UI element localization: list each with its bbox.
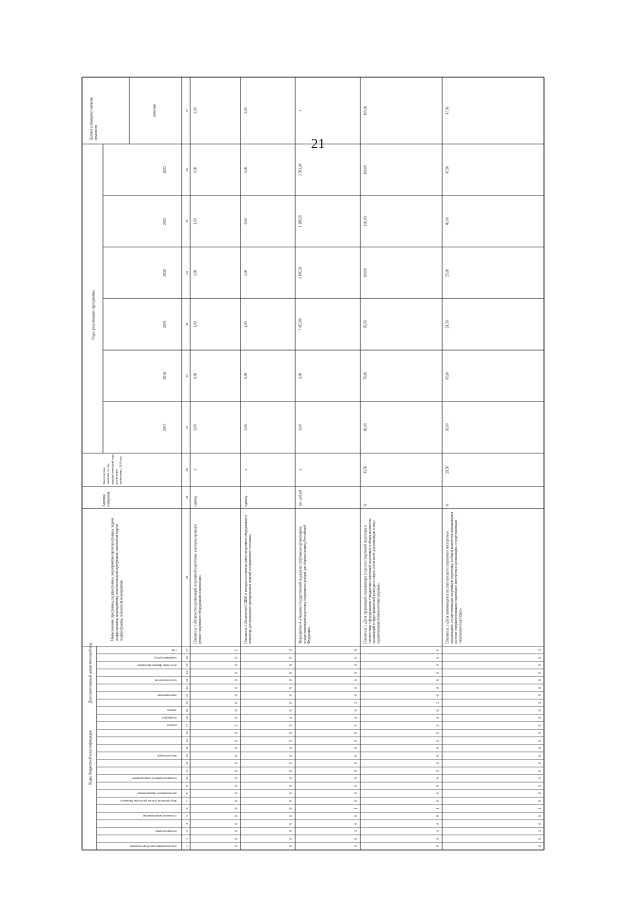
code-header: раздел [166, 723, 177, 728]
code-digit: 0 [353, 815, 359, 817]
code-header: задача [167, 708, 177, 713]
code-digit: 0 [353, 747, 359, 750]
code-digit: 0 [435, 769, 441, 772]
row-year-value: 95,00 [363, 320, 368, 329]
code-digit: 1 [234, 649, 239, 651]
code-digit: 0 [353, 762, 359, 765]
code-digit: 0 [353, 664, 359, 667]
row-year-value: 1,00 [193, 321, 198, 328]
code-digit: 0 [234, 702, 239, 704]
code-header: Код целевой статьи расходов бюджета [120, 799, 177, 803]
code-digit: 0 [288, 709, 294, 712]
code-digit: 0 [435, 800, 441, 802]
column-number: 5 [184, 815, 190, 817]
code-header: мероприятие [157, 693, 177, 698]
code-digit: 0 [234, 739, 239, 742]
code-digit: 0 [353, 686, 359, 689]
code-digit: 4 [435, 717, 441, 719]
code-digit: 0 [288, 777, 294, 780]
code-digit: 0 [353, 709, 359, 712]
code-digit: 0 [353, 739, 359, 742]
header-unit: Единица [101, 494, 107, 507]
row-name: на этапе совершенствования спортивного мастерства в организациях, осуществляющих [453, 519, 459, 644]
row-name: соответствии с федеральными стандартами спортивной подготовки, в общем количестве [367, 518, 372, 644]
column-number: 3 [184, 830, 190, 832]
column-number: 31 [184, 425, 190, 429]
code-digit: 0 [435, 732, 441, 734]
row-name: Показатель 1 «Количество организаций спортивной подготовки, в которых проведен [193, 524, 198, 644]
row-base: 29,50 [445, 465, 450, 474]
table-group [82, 77, 544, 850]
column-number: 17 [184, 723, 190, 728]
code-digit: 0 [353, 694, 359, 697]
code-digit: 0 [537, 815, 542, 817]
column-number: 4 [184, 822, 190, 825]
column-number: 33 [184, 322, 190, 326]
code-digit: 0 [288, 754, 294, 757]
code-digit: 0 [234, 754, 239, 757]
code-digit: 0 [353, 732, 359, 734]
row-year-value: 0,00 [243, 218, 248, 225]
code-digit: 0 [435, 747, 441, 750]
code-digit: 3 [353, 724, 359, 727]
row-name: Показатель 2 «Доля занимающихся на этапе высшего спортивного мастерства в [445, 531, 450, 644]
column-number: 15 [184, 739, 190, 743]
year-header: 2017 [161, 423, 168, 432]
column-number: 22 [184, 686, 190, 690]
column-number: 36 [184, 168, 190, 172]
row-name: инвентарь для проведения тренировочных занятий в нормативное состояние» [248, 533, 253, 644]
row-year-value: 1,00 [193, 218, 198, 225]
row-target: 100,00 [363, 105, 368, 116]
row-base: х [243, 468, 248, 471]
row-year-value: 0,00 [193, 424, 198, 431]
code-digit: 0 [234, 792, 239, 795]
code-digit: 0 [537, 709, 542, 712]
row-year-value: 0,00 [298, 372, 303, 379]
code-digit: 0 [435, 694, 441, 697]
code-digit: 1 [353, 807, 359, 810]
code-digit: 0 [537, 800, 542, 802]
row-target: 2,00 [243, 107, 248, 114]
row-year-value: 100,00 [363, 267, 368, 278]
row-target: х [298, 109, 303, 112]
header-name: подпрограммы, мероприятия), показателя цели программы, показателя задачи [114, 524, 120, 641]
code-digit: 0 [537, 785, 542, 787]
column-number: 12 [184, 761, 190, 765]
row-year-value: 0,00 [298, 424, 303, 431]
code-digit: 0 [234, 664, 239, 667]
row-year-value: 100,00 [363, 216, 368, 227]
row-year-value: 0,00 [243, 372, 248, 379]
code-digit: 0 [288, 664, 294, 667]
code-digit: 0 [234, 785, 239, 787]
code-digit: 0 [435, 792, 441, 795]
row-year-value: 0,00 [193, 166, 198, 173]
code-digit: 0 [234, 686, 239, 689]
row-unit: тыс. рублей [298, 489, 303, 507]
code-digit: 0 [288, 815, 294, 817]
row-year-value: 25,00 [445, 268, 450, 277]
code-digit: 0 [288, 679, 294, 682]
column-number: 16 [184, 731, 190, 735]
code-digit: 0 [288, 762, 294, 765]
code-header: подпрограммное направление [132, 776, 177, 781]
year-header: 2018 [161, 372, 168, 380]
header-base: Фактическое [101, 467, 107, 485]
code-digit: 0 [537, 845, 542, 848]
code-digit: 4 [353, 717, 359, 719]
code-digit: 0 [288, 686, 294, 689]
code-digit: 0 [435, 709, 441, 712]
column-number: 8 [184, 792, 190, 795]
header-base: реализации [114, 469, 119, 485]
row-year-value: 7 415,80 [298, 318, 303, 331]
code-digit: 0 [353, 800, 359, 802]
column-number: 28 [184, 575, 190, 579]
code-digit: 3 [435, 724, 441, 727]
code-digit: 0 [234, 822, 239, 825]
column-number: 19 [184, 708, 190, 712]
row-name: организаций в сфере физической культуры и спорта, в том числе для инвалидов и лиц с [372, 520, 377, 644]
row-year-value: 46,00 [445, 217, 450, 226]
code-digit: 0 [435, 671, 441, 674]
row-year-value: 0,00 [243, 424, 248, 431]
row-unit: % [363, 503, 368, 507]
row-year-value: 76,60 [363, 371, 368, 380]
row-name: Показатель 2 «Количество СШОР, в которых поставлено новое спортивное оборудование и [243, 514, 248, 644]
code-digit: 1 [537, 807, 542, 810]
column-number: 26 [184, 656, 190, 660]
row-base: х [193, 468, 198, 471]
code-digit: 0 [353, 792, 359, 795]
code-digit: 0 [353, 679, 359, 682]
row-year-value: 1 186,50 [298, 215, 303, 228]
code-digit: 0 [234, 807, 239, 810]
code-digit: 2 [288, 649, 294, 651]
code-digit: 3 [353, 830, 359, 833]
code-digit: 0 [537, 679, 542, 682]
code-digit: 1 [435, 807, 441, 810]
row-name: ремонт спортивного оборудования и инвентаря» [197, 575, 202, 644]
column-number: 37 [184, 109, 190, 113]
code-digit: 0 [537, 777, 542, 780]
column-number: 10 [184, 776, 190, 780]
code-digit: 0 [288, 694, 294, 697]
row-year-value: 0,00 [243, 166, 248, 173]
code-digit: 0 [435, 656, 441, 659]
row-year-value: 0,00 [193, 372, 198, 379]
column-number: 23 [184, 678, 190, 682]
header-target-value: значение [152, 103, 157, 118]
code-digit: 0 [435, 679, 441, 682]
code-digit: 0 [234, 732, 239, 734]
code-digit: 0 [288, 732, 294, 734]
column-number: 1 [184, 845, 190, 848]
code-digit: 0 [537, 686, 542, 689]
code-digit: 0 [435, 777, 441, 780]
code-header: подпрограмма [155, 829, 177, 834]
column-number: 18 [184, 716, 190, 720]
row-base: 43,50 [363, 465, 368, 474]
header-name: подпрограммы, показателя мероприятия [119, 580, 124, 641]
header-base: программы, 2016 год [118, 456, 123, 485]
code-digit: 0 [353, 845, 359, 848]
row-year-value: 100,00 [363, 164, 368, 175]
code-digit: 0 [288, 830, 294, 833]
code-header: администратор [154, 655, 177, 660]
code-digit: 3 [537, 724, 542, 727]
code-digit: 0 [353, 785, 359, 787]
code-digit: 0 [353, 777, 359, 780]
code-digit: 0 [353, 822, 359, 825]
code-digit: 0 [537, 664, 542, 667]
code-digit: 0 [234, 777, 239, 780]
code-digit: 0 [537, 747, 542, 750]
code-digit: 0 [537, 837, 542, 840]
column-number: 25 [184, 663, 190, 667]
code-digit: 0 [435, 739, 441, 742]
code-digit: 0 [288, 807, 294, 810]
row-unit: единиц [193, 496, 198, 507]
code-digit: 0 [537, 694, 542, 697]
code-digit: 0 [537, 671, 542, 674]
header-target: показателя [93, 125, 98, 141]
code-digit: 0 [537, 739, 542, 742]
code-digit: 0 [234, 800, 239, 802]
code-digit: 0 [435, 785, 441, 787]
code-digit: 2 [435, 702, 441, 704]
column-number: 7 [184, 800, 190, 802]
row-year-value: 1,00 [243, 321, 248, 328]
code-digit: 0 [537, 732, 542, 734]
row-year-value: 30,00 [445, 423, 450, 432]
code-header: источник финансирования [137, 663, 177, 668]
column-number: 11 [184, 769, 190, 773]
code-digit: 0 [234, 762, 239, 765]
code-digit: 0 [288, 747, 294, 750]
row-year-value: 66,00 [363, 423, 368, 432]
column-number: 14 [184, 746, 190, 750]
code-digit: 0 [353, 837, 359, 840]
code-digit: 2 [537, 702, 542, 704]
header-base: значение за год, [106, 463, 111, 485]
header-additional: Дополнительный аналитический код [87, 643, 93, 704]
code-digit: 0 [435, 686, 441, 689]
code-digit: 0 [234, 845, 239, 848]
year-header: 2019 [161, 320, 168, 328]
column-number: 6 [184, 807, 190, 810]
row-base: х [298, 468, 303, 471]
code-digit: 0 [288, 769, 294, 772]
code-digit: 2 [353, 702, 359, 704]
code-digit: 4 [288, 717, 294, 719]
column-number: 29 [184, 495, 190, 499]
column-number: 24 [184, 671, 190, 675]
header-unit: измерения [106, 491, 111, 507]
code-digit: 0 [234, 837, 239, 840]
row-year-value: 1,00 [243, 269, 248, 276]
page-number: 21 [311, 137, 325, 152]
code-digit: 0 [435, 815, 441, 817]
code-digit: 0 [537, 769, 542, 772]
row-year-value: 1,00 [193, 269, 198, 276]
header-codes: Коды бюджетной классификации [87, 730, 93, 785]
row-name: Мероприятие 4 «Оказание государственной поддержки спортивным организациям, [298, 526, 303, 644]
column-number: 9 [184, 785, 190, 787]
code-header: программное направление [137, 791, 177, 796]
row-name: организациях, осуществляющих спортивную подготовку, в общем количестве занимающихся [449, 511, 454, 644]
code-digit: 0 [537, 792, 542, 795]
row-unit: единиц [243, 496, 248, 507]
code-digit: 0 [353, 671, 359, 674]
row-year-value: 47,00 [445, 165, 450, 174]
code-digit: 0 [353, 754, 359, 757]
code-digit: 0 [537, 762, 542, 765]
header-years: Годы реализации программы [90, 289, 96, 340]
code-header: код муниципальной программы [129, 844, 177, 849]
code-digit: 4 [537, 717, 542, 719]
code-digit: 0 [234, 679, 239, 682]
row-unit: % [445, 503, 450, 507]
code-digit: 0 [288, 671, 294, 674]
code-digit: 0 [234, 694, 239, 697]
code-digit: 1 [435, 649, 441, 651]
code-digit: 0 [435, 837, 441, 840]
column-number: 20 [184, 701, 190, 705]
code-digit: 0 [435, 664, 441, 667]
row-year-value: 1 186,50 [298, 266, 303, 279]
code-digit: 3 [435, 830, 441, 833]
code-header: код показателя [154, 678, 177, 683]
code-digit: 3 [234, 724, 239, 727]
header-base: предшествующий году [110, 454, 115, 485]
code-digit: 0 [288, 837, 294, 840]
code-digit: 3 [288, 724, 294, 727]
code-digit: 0 [353, 769, 359, 772]
row-year-value: 24,50 [445, 320, 450, 329]
column-number: 21 [184, 693, 190, 697]
row-target: 2,00 [193, 107, 198, 114]
code-digit: 0 [234, 747, 239, 750]
row-year-value: 1 581,00 [298, 163, 303, 176]
row-name: Показатель 1 «Доля организаций, оказывающих услуги по спортивной подготовке в [363, 525, 368, 644]
row-year-value: 45,00 [445, 371, 450, 380]
column-number: 30 [184, 468, 190, 472]
column-number: 13 [184, 754, 190, 758]
code-header: подраздел [161, 716, 177, 720]
code-digit: 0 [435, 762, 441, 765]
code-digit: 3 [537, 830, 542, 833]
code-header: год [171, 648, 177, 653]
row-target: 47,00 [445, 106, 450, 115]
code-digit: 0 [234, 709, 239, 712]
code-digit: 2 [537, 649, 542, 651]
code-digit: 0 [435, 845, 441, 848]
row-name: спортивную подготовку» [458, 608, 463, 644]
row-name: осуществляющим подготовку спортивного резерва для сборных команд Российской [302, 525, 307, 644]
code-header: вид расходов [157, 753, 177, 758]
column-number: 35 [184, 219, 190, 223]
code-header: основное мероприятие [142, 814, 177, 819]
code-digit: 0 [353, 649, 359, 651]
header-name: Наименование программы, подпрограммы, мероприятия (цели программы, задачи [110, 517, 115, 641]
code-digit: 0 [537, 754, 542, 757]
row-name: Федерации» [306, 626, 312, 644]
year-header: 2021 [161, 217, 168, 225]
code-digit: 0 [288, 739, 294, 742]
column-number: 32 [184, 374, 190, 378]
row-name: ограниченными возможностями здоровья» [376, 583, 381, 644]
code-digit: 0 [234, 769, 239, 772]
header-target: Целевое (суммарное) значение [89, 96, 94, 141]
code-digit: 0 [288, 845, 294, 848]
code-digit: 0 [288, 792, 294, 795]
code-digit: 0 [288, 800, 294, 802]
code-digit: 0 [288, 702, 294, 704]
column-number: 34 [184, 271, 190, 275]
code-digit: 0 [435, 754, 441, 757]
code-digit: 0 [234, 830, 239, 833]
code-digit: 0 [234, 815, 239, 817]
code-digit: 0 [288, 822, 294, 825]
column-number: 2 [184, 837, 190, 840]
year-header: 2020 [161, 269, 168, 277]
column-number: 27 [184, 648, 190, 652]
code-digit: 0 [537, 656, 542, 659]
code-digit: 0 [234, 656, 239, 659]
code-digit: 0 [537, 822, 542, 825]
code-digit: 0 [353, 656, 359, 659]
year-header: 2022 [161, 166, 168, 174]
code-digit: 0 [435, 822, 441, 825]
code-digit: 0 [234, 671, 239, 674]
code-digit: 4 [234, 717, 239, 719]
code-digit: 0 [288, 785, 294, 787]
code-digit: 0 [288, 656, 294, 659]
